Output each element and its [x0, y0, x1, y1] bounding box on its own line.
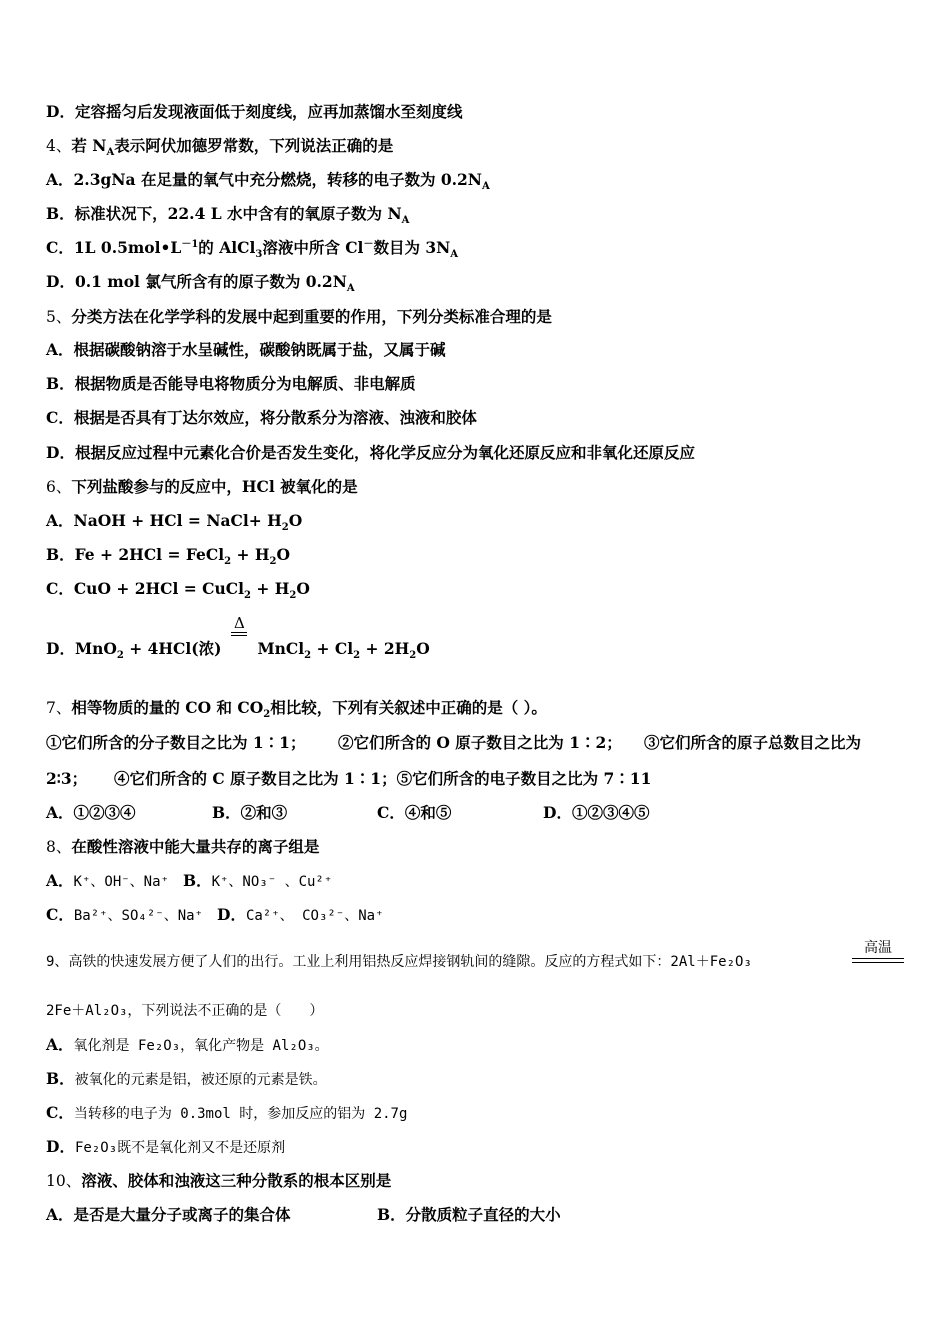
q5-option-d: D．根据反应过程中元素化合价是否发生变化，将化学反应分为氧化还原反应和非氧化还原反应: [46, 443, 695, 462]
q4-option-a: A．2.3gNa 在足量的氧气中充分燃烧，转移的电子数为 $0.2N_A$: [46, 170, 490, 193]
q5-stem: 5、分类方法在化学学科的发展中起到重要的作用，下列分类标准合理的是: [46, 307, 552, 326]
q6-stem: 6、下列盐酸参与的反应中，HCl 被氧化的是: [46, 477, 358, 496]
q9-stem-line1: 9、高铁的快速发展方便了人们的出行。工业上利用铝热反应焊接钢轨间的缝隙。反应的方程式如下：2Al＋Fe₂O₃: [46, 954, 752, 970]
q7-options: A．①②③④ B．②和③ C．④和⑤ D．①②③④⑤: [46, 803, 650, 822]
q8-options-ab: A．K⁺、OH⁻、Na⁺ B．K⁺、NO₃⁻ 、Cu²⁺: [46, 871, 333, 890]
double-equals-sign: [852, 958, 904, 963]
q9-stem-line2: 2Fe＋Al₂O₃，下列说法不正确的是（ ）: [46, 1003, 324, 1019]
q6-option-d: D．MnO$_2$ + 4HCl(浓) Δ MnCl$_2$ + $Cl_2 + 2H_2O$: [46, 614, 430, 662]
q7-stem: 7、相等物质的量的 CO 和 $CO_2$相比较，下列有关叙述中正确的是（ ）。: [46, 698, 547, 721]
heating-condition: Δ: [229, 639, 249, 659]
q5-option-b: B．根据物质是否能导电将物质分为电解质、非电解质: [46, 374, 416, 393]
q5-option-c: C．根据是否具有丁达尔效应，将分散系分为溶液、浊液和胶体: [46, 408, 477, 427]
q7-statements-line2: 2∶3； ④它们所含的 C 原子数目之比为 1∶1；⑤它们所含的电子数目之比为 7∶11: [46, 769, 652, 788]
q3-option-d: D．定容摇匀后发现液面低于刻度线，应再加蒸馏水至刻度线: [46, 102, 463, 121]
q9-option-a: A．氧化剂是 Fe₂O₃，氧化产物是 Al₂O₃。: [46, 1035, 329, 1054]
q7-statements-line1: ①它们所含的分子数目之比为 1∶1； ②它们所含的 O 原子数目之比为 1∶2； ③它们所含的原子总数目之比为: [46, 733, 862, 752]
q10-options: A．是否是大量分子或离子的集合体 B．分散质粒子直径的大小: [46, 1205, 561, 1224]
q4-stem: 4、若 $N_A$表示阿伏加德罗常数，下列说法正确的是: [46, 136, 394, 159]
q8-options-cd: C．Ba²⁺、SO₄²⁻、Na⁺ D．Ca²⁺、 CO₃²⁻、Na⁺: [46, 905, 384, 924]
double-equals-sign: [231, 632, 247, 636]
q4-option-c: C．1L $0.5mol•L^{-1}$的 AlCl$_3$溶液中所含 Cl－数目为 $3N_A$: [46, 238, 459, 261]
q5-option-a: A．根据碳酸钠溶于水呈碱性，碳酸钠既属于盐，又属于碱: [46, 340, 446, 359]
high-temperature-condition: 高温: [852, 937, 904, 957]
q9-option-d: D．Fe₂O₃既不是氧化剂又不是还原剂: [46, 1137, 286, 1156]
q9-option-b: B．被氧化的元素是铝，被还原的元素是铁。: [46, 1069, 327, 1088]
q4-option-b: B．标准状况下，22.4 L 水中含有的氧原子数为 $N_A$: [46, 204, 410, 227]
q4-option-d: D．0.1 mol 氯气所含有的原子数为 $0.2N_A$: [46, 272, 355, 295]
q9-option-c: C．当转移的电子为 0.3mol 时，参加反应的铝为 2.7g: [46, 1103, 408, 1122]
q10-stem: 10、溶液、胶体和浊液这三种分散系的根本区别是: [46, 1171, 392, 1190]
q6-option-a: A．NaOH + HCl = NaCl+ $H_2O$: [46, 511, 303, 534]
q6-option-b: B．Fe + 2HCl = FeCl$_2$ + $H_2O$: [46, 545, 290, 568]
q8-stem: 8、在酸性溶液中能大量共存的离子组是: [46, 837, 320, 856]
q6-option-c: C．CuO + 2HCl = CuCl$_2$ + $H_2O$: [46, 579, 310, 602]
